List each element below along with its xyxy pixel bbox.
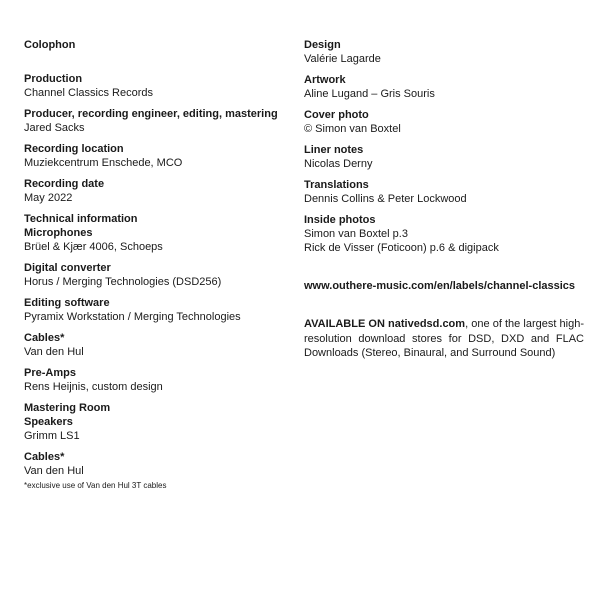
- website-link[interactable]: www.outhere-music.com/en/labels/channel-classics: [304, 280, 576, 292]
- credit-heading: Inside photos: [304, 214, 376, 226]
- credit-value: Rick de Visser (Foticoon) p.6 & digipack: [304, 242, 499, 254]
- credit-block-translations: [304, 178, 584, 206]
- credit-block-digital-converter: [24, 261, 294, 289]
- credit-value: Horus / Merging Technologies (DSD256): [24, 276, 222, 288]
- credit-heading: Pre-Amps: [24, 367, 76, 379]
- credit-block-editing-software: [24, 296, 294, 324]
- credit-heading: Recording location: [24, 143, 124, 155]
- credit-block-cover-photo: [304, 108, 584, 136]
- credit-block-production: [24, 72, 294, 100]
- credit-block-pre-amps: [24, 366, 294, 394]
- left-credits: [24, 72, 294, 478]
- credit-block-speakers: [24, 415, 294, 443]
- available-bold[interactable]: AVAILABLE ON nativedsd.com: [304, 318, 466, 330]
- credit-heading: Speakers: [24, 416, 73, 428]
- credit-heading: Cables*: [24, 451, 65, 463]
- credit-value: Nicolas Derny: [304, 158, 373, 170]
- credit-block-design: [304, 38, 584, 66]
- credit-heading: Digital converter: [24, 262, 111, 274]
- credit-heading: Artwork: [304, 74, 346, 86]
- credit-value: Van den Hul: [24, 465, 84, 477]
- credit-heading: Liner notes: [304, 144, 364, 156]
- credit-value: © Simon van Boxtel: [304, 123, 401, 135]
- credit-block-cables-2: [24, 450, 294, 478]
- credit-value: Grimm LS1: [24, 430, 80, 442]
- credit-block-producer: [24, 107, 294, 135]
- available-rest: , one of the largest high-resolution download stores for DSD, DXD and FLAC Downloads (Stereo, Binaural, and Surround Sound): [304, 318, 584, 359]
- credit-heading: Mastering Room: [24, 402, 111, 414]
- credit-value: Van den Hul: [24, 346, 84, 358]
- colophon-title: Colophon: [24, 39, 76, 51]
- credit-value: Dennis Collins & Peter Lockwood: [304, 193, 467, 205]
- credit-value: Brüel & Kjær 4006, Schoeps: [24, 241, 163, 253]
- credit-heading: Recording date: [24, 178, 105, 190]
- credit-block-recording-date: [24, 177, 294, 205]
- footnote: *exclusive use of Van den Hul 3T cables: [24, 481, 167, 490]
- credit-block-artwork: [304, 73, 584, 101]
- credit-heading: Design: [304, 39, 341, 51]
- credit-block-liner-notes: [304, 143, 584, 171]
- credit-value: Muziekcentrum Enschede, MCO: [24, 157, 183, 169]
- credit-block-inside-photos: [304, 213, 584, 255]
- credit-value: May 2022: [24, 192, 73, 204]
- right-credits: [304, 38, 584, 255]
- credit-heading: Cover photo: [304, 109, 369, 121]
- credit-value: Rens Heijnis, custom design: [24, 381, 163, 393]
- left-column: [24, 38, 294, 492]
- credit-heading: Editing software: [24, 297, 110, 309]
- available-text: [304, 317, 584, 361]
- credit-block-mastering-room: [24, 401, 294, 415]
- credit-heading: Cables*: [24, 332, 65, 344]
- credit-block-cables-1: [24, 331, 294, 359]
- credit-heading: Microphones: [24, 227, 93, 239]
- credit-heading: Production: [24, 73, 83, 85]
- credit-value: Jared Sacks: [24, 122, 85, 134]
- credit-value: Pyramix Workstation / Merging Technologies: [24, 311, 241, 323]
- credit-block-technical: [24, 212, 294, 226]
- credit-heading: Producer, recording engineer, editing, mastering: [24, 108, 278, 120]
- credit-heading: Translations: [304, 179, 369, 191]
- credit-heading: Technical information: [24, 213, 138, 225]
- right-column: [304, 38, 584, 361]
- credit-value: Channel Classics Records: [24, 87, 153, 99]
- credit-block-microphones: [24, 226, 294, 254]
- credit-block-recording-location: [24, 142, 294, 170]
- credit-value: Aline Lugand – Gris Souris: [304, 88, 435, 100]
- credit-value: Simon van Boxtel p.3: [304, 228, 408, 240]
- credit-value: Valérie Lagarde: [304, 53, 381, 65]
